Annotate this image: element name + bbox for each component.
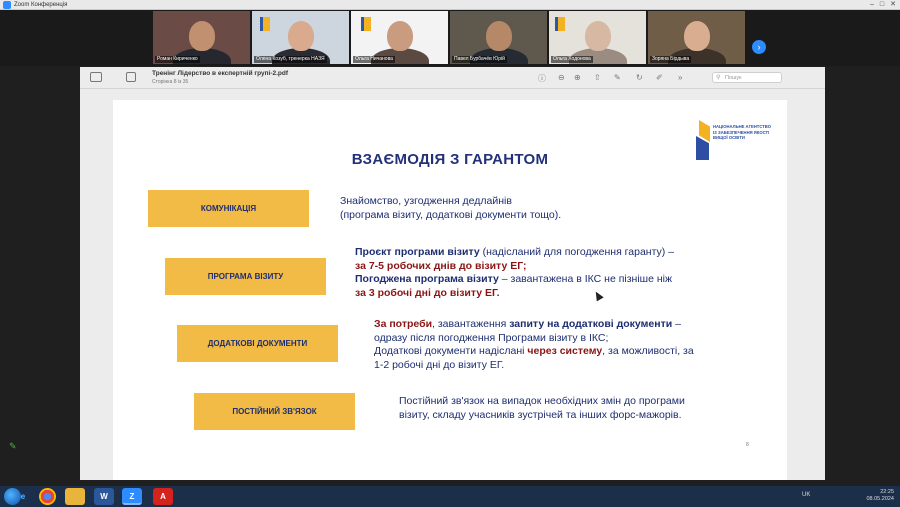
label-constant-contact: ПОСТІЙНИЙ ЗВ'ЯЗОК (194, 393, 355, 430)
participants-strip (0, 10, 900, 66)
participant-tile[interactable] (549, 11, 646, 64)
clock-date: 08.05.2024 (866, 496, 894, 502)
participant-name: Роман Кириченко (157, 56, 198, 62)
zoom-app-icon (3, 1, 11, 9)
agency-logo-text: НАЦІОНАЛЬНЕ АГЕНТСТВО ІЗ ЗАБЕЗПЕЧЕННЯ ЯКОСТІ ВИЩОЇ ОСВІТИ (713, 124, 771, 140)
zoom-in-icon[interactable]: ⊕ (574, 73, 581, 82)
rotate-icon[interactable]: ↻ (636, 73, 643, 82)
additional-documents-text (374, 318, 769, 372)
participant-face (288, 21, 314, 51)
info-icon[interactable]: ⓘ (538, 74, 546, 83)
internet-explorer-icon[interactable]: e (20, 492, 26, 501)
participant-name: Ольга Ничанова (355, 56, 393, 62)
file-explorer-icon[interactable] (65, 488, 85, 505)
text-line: Знайомство, узгодження дедлайнів (340, 195, 512, 207)
participant-tile[interactable] (153, 11, 250, 64)
label-visit-program: ПРОГРАМА ВІЗИТУ (165, 258, 326, 295)
language-indicator[interactable]: UK (802, 492, 811, 498)
participant-name: Олена Козуб, тренерка НАЗЯ (256, 56, 325, 62)
label-additional-documents: ДОДАТКОВІ ДОКУМЕНТИ (177, 325, 338, 362)
text-line: Погоджена програма візиту – завантажена в ІКС не пізніше ніж (355, 273, 673, 285)
text-line: Додаткові документи надіслані через систему, за можливості, за (374, 345, 694, 357)
more-icon[interactable]: » (678, 73, 683, 82)
participant-face (189, 21, 215, 51)
participant-face (387, 21, 413, 51)
zoom-taskbar-icon[interactable]: Z (122, 488, 142, 505)
participant-tile[interactable] (252, 11, 349, 64)
text-line: візиту, складу учасників зустрічей та інших форс-мажорів. (399, 408, 682, 421)
search-input[interactable] (712, 72, 782, 83)
zoom-title-bar (0, 0, 900, 10)
label-communication: КОМУНІКАЦІЯ (148, 190, 309, 227)
search-placeholder: Пошук (725, 75, 742, 81)
annotation-tool-icon[interactable]: ✎ (9, 441, 17, 451)
participant-name: Ольга Ходонова (553, 56, 591, 62)
search-icon: ⚲ (716, 75, 721, 81)
text-line: Постійний зв'язок на випадок необхідних змін до програми (399, 395, 685, 407)
window-title: Zoom Конференція (14, 2, 68, 8)
agency-logo-icon (260, 17, 270, 31)
presentation-slide (113, 100, 787, 480)
clock-time: 22:25 (880, 489, 894, 495)
participant-tile[interactable] (351, 11, 448, 64)
participant-tile[interactable] (450, 11, 547, 64)
slide-title: ВЗАЄМОДІЯ З ГАРАНТОМ (351, 151, 549, 168)
word-icon[interactable]: W (94, 488, 114, 505)
participant-face (684, 21, 710, 51)
document-title: Тренінг Лідерство в експертній групі-2.pdf (152, 70, 289, 77)
share-icon[interactable]: ⇧ (594, 73, 601, 82)
display-options-icon[interactable] (126, 72, 136, 82)
text-line: (програма візиту, додаткові документи тощо). (340, 208, 562, 221)
text-line: одразу після погодження Програми візиту в ІКС; (374, 331, 609, 344)
visit-program-text (355, 246, 750, 300)
participant-face (486, 21, 512, 51)
agency-logo-icon (361, 17, 371, 31)
viewer-toolbar (80, 67, 825, 89)
next-participants-button[interactable] (752, 40, 766, 54)
chrome-icon[interactable] (39, 488, 56, 505)
text-line: Проєкт програми візиту (надісланий для погодження гаранту) – (355, 246, 675, 258)
text-line: За потреби, завантаження запиту на додаткові документи – (374, 318, 681, 330)
zoom-out-icon[interactable]: ⊖ (558, 73, 565, 82)
communication-text (340, 195, 670, 222)
slide-page-number: 8 (746, 442, 749, 448)
agency-logo-icon (555, 17, 565, 31)
document-page-info: Сторінка 8 із 35 (152, 79, 189, 85)
chevron-right-icon: › (757, 42, 761, 52)
system-clock[interactable] (866, 489, 894, 503)
participant-face (585, 21, 611, 51)
markup-icon[interactable]: ✎ (614, 73, 621, 82)
participant-name: Павел Бурбачёв Юрій (454, 56, 505, 62)
minimize-button[interactable]: – (869, 1, 874, 8)
constant-contact-text (399, 395, 769, 422)
window-controls (870, 0, 896, 10)
annotate-icon[interactable]: ✐ (656, 73, 663, 82)
taskbar (0, 486, 900, 507)
maximize-button[interactable]: □ (879, 1, 885, 8)
acrobat-icon[interactable]: A (153, 488, 173, 505)
text-line: за 7-5 робочих днів до візиту ЕГ; (355, 259, 527, 272)
close-button[interactable]: ✕ (890, 1, 896, 8)
text-line: за 3 робочі дні до візиту ЕГ. (355, 286, 500, 299)
participant-name: Зоряна Бірдыва (652, 56, 690, 62)
text-line: 1-2 робочі дні до візиту ЕГ. (374, 358, 505, 371)
participant-tile[interactable] (648, 11, 745, 64)
sidebar-toggle-icon[interactable] (90, 72, 102, 82)
